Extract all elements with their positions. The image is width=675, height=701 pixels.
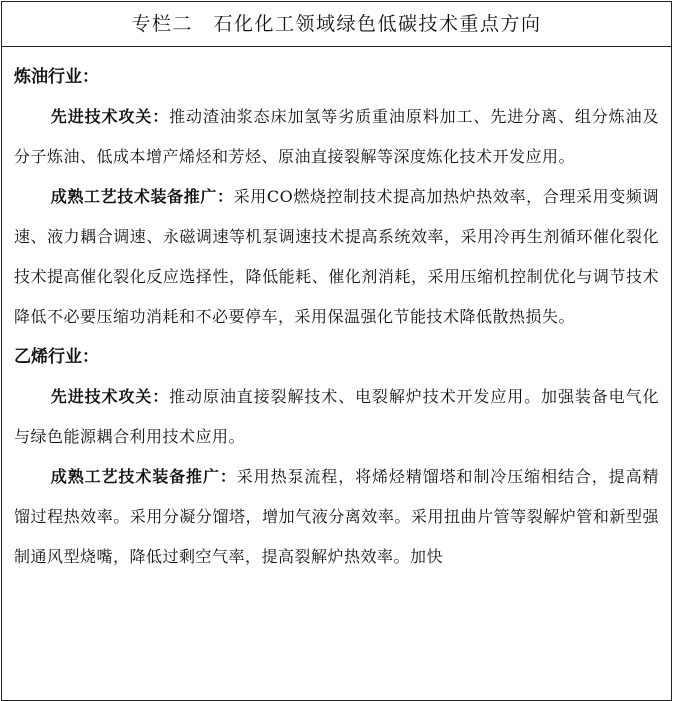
section-heading-refining: 炼油行业： [14,67,99,87]
paragraph-ethylene-mature [14,457,659,577]
paragraph-text: 推动渣油浆态床加氢等劣质重油原料加工、先进分离、组分炼油及分子炼油、低成本增产烯烃和芳烃、原油直接裂解等深度炼化技术开发应用。 [14,107,659,166]
section-heading-ethylene: 乙烯行业： [14,347,99,367]
paragraph-text: 推动原油直接裂解技术、电裂解炉技术开发应用。加强装备电气化与绿色能源耦合利用技术应用。 [14,387,659,446]
paragraph-text: 采用热泵流程，将烯烃精馏塔和制冷压缩相结合，提高精馏过程热效率。采用分凝分馏塔，增加气液分离效率。采用扭曲片管等裂解炉管和新型强制通风型烧嘴，降低过剩空气率，提高裂解炉热效率。加快 [14,467,659,566]
paragraph-refining-mature [14,177,659,337]
box-title: 专栏二 石化化工领域绿色低碳技术重点方向 [2,2,671,47]
paragraph-label: 成熟工艺技术装备推广： [50,467,237,486]
paragraph-ethylene-advanced [14,377,659,457]
paragraph-text: 采用CO燃烧控制技术提高加热炉热效率，合理采用变频调速、液力耦合调速、永磁调速等机泵调速技术提高系统效率，采用冷再生剂循环催化裂化技术提高催化裂化反应选择性，降低能耗、催化剂消耗，采用压缩机控制优化与调节技术降低不必要压缩功消耗和不必要停车，采用保温强化节能技术降低散热损失。 [14,187,659,326]
paragraph-label: 成熟工艺技术装备推广： [50,187,234,206]
feature-box [1,1,672,701]
paragraph-label: 先进技术攻关： [50,107,170,126]
paragraph-refining-advanced [14,97,659,177]
paragraph-label: 先进技术攻关： [50,387,170,406]
box-content [2,47,671,577]
